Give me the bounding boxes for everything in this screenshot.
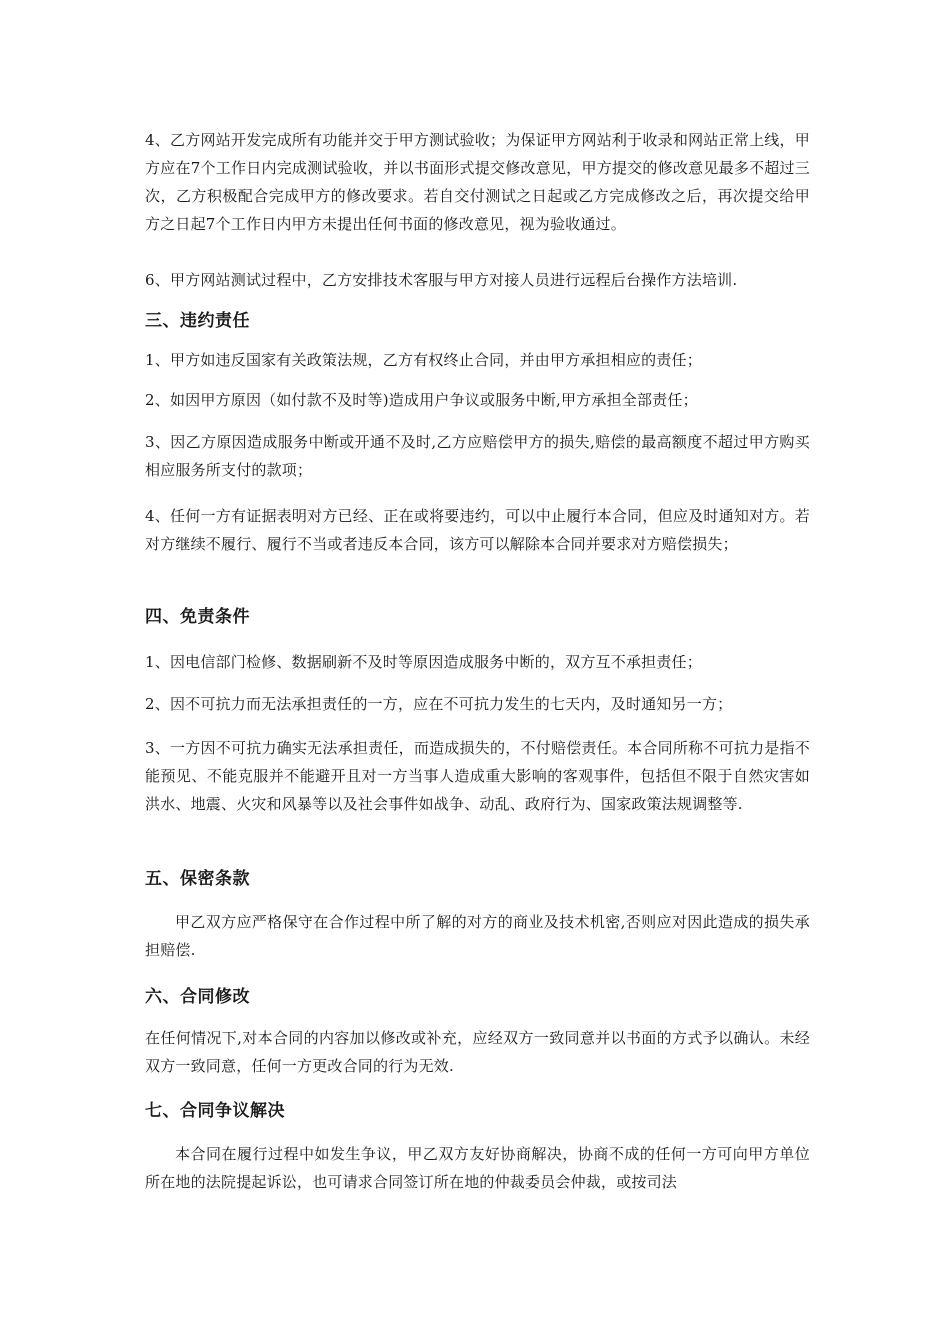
clause-acceptance-6: 6、甲方网站测试过程中，乙方安排技术客服与甲方对接人员进行远程后台操作方法培训.	[145, 271, 738, 289]
clause-breach-3: 3、因乙方原因造成服务中断或开通不及时,乙方应赔偿甲方的损失,赔偿的最高额度不超过甲方购买相应服务所支付的款项；	[145, 433, 810, 479]
clause-acceptance-4: 4、乙方网站开发完成所有功能并交于甲方测试验收；为保证甲方网站利于收录和网站正常上线，甲方应在7个工作日内完成测试验收，并以书面形式提交修改意见，甲方提交的修改意见最多不超过三次，乙方积极配合完成甲方的修改要求。若自交付测试之日起或乙方完成修改之后，再次提交给甲方之日起7个工作日内甲方未提出任何书面的修改意见，视为验收通过。	[145, 131, 810, 233]
clause-breach-2: 2、如因甲方原因（如付款不及时等)造成用户争议或服务中断,甲方承担全部责任；	[145, 391, 698, 409]
clause-exemption-3: 3、一方因不可抗力确实无法承担责任，而造成损失的，不付赔偿责任。本合同所称不可抗力是指不能预见、不能克服并不能避开且对一方当事人造成重大影响的客观事件，包括但不限于自然灾害如洪水、地震、火灾和风暴等以及社会事件如战争、动乱、政府行为、国家政策法规调整等.	[145, 739, 810, 813]
clause-amendment: 在任何情况下,对本合同的内容加以修改或补充，应经双方一致同意并以书面的方式予以确认。未经双方一致同意，任何一方更改合同的行为无效.	[145, 1029, 810, 1075]
heading-breach-liability: 三、违约责任	[145, 311, 250, 331]
heading-exemption: 四、免责条件	[145, 607, 250, 627]
clause-breach-4: 4、任何一方有证据表明对方已经、正在或将要违约，可以中止履行本合同，但应及时通知对方。若对方继续不履行、履行不当或者违反本合同，该方可以解除本合同并要求对方赔偿损失；	[145, 507, 810, 553]
clause-dispute: 本合同在履行过程中如发生争议，甲乙双方友好协商解决，协商不成的任何一方可向甲方单位所在地的法院提起诉讼，也可请求合同签订所在地的仲裁委员会仲裁，或按司法	[145, 1145, 810, 1191]
heading-amendment: 六、合同修改	[145, 987, 250, 1007]
heading-dispute: 七、合同争议解决	[145, 1101, 285, 1121]
clause-exemption-2: 2、因不可抗力而无法承担责任的一方，应在不可抗力发生的七天内，及时通知另一方；	[145, 695, 733, 713]
clause-exemption-1: 1、因电信部门检修、数据刷新不及时等原因造成服务中断的，双方互不承担责任；	[145, 653, 702, 671]
heading-confidentiality: 五、保密条款	[145, 869, 250, 889]
clause-confidentiality: 甲乙双方应严格保守在合作过程中所了解的对方的商业及技术机密,否则应对因此造成的损失承担赔偿.	[145, 913, 810, 959]
clause-breach-1: 1、甲方如违反国家有关政策法规，乙方有权终止合同，并由甲方承担相应的责任；	[145, 351, 702, 369]
